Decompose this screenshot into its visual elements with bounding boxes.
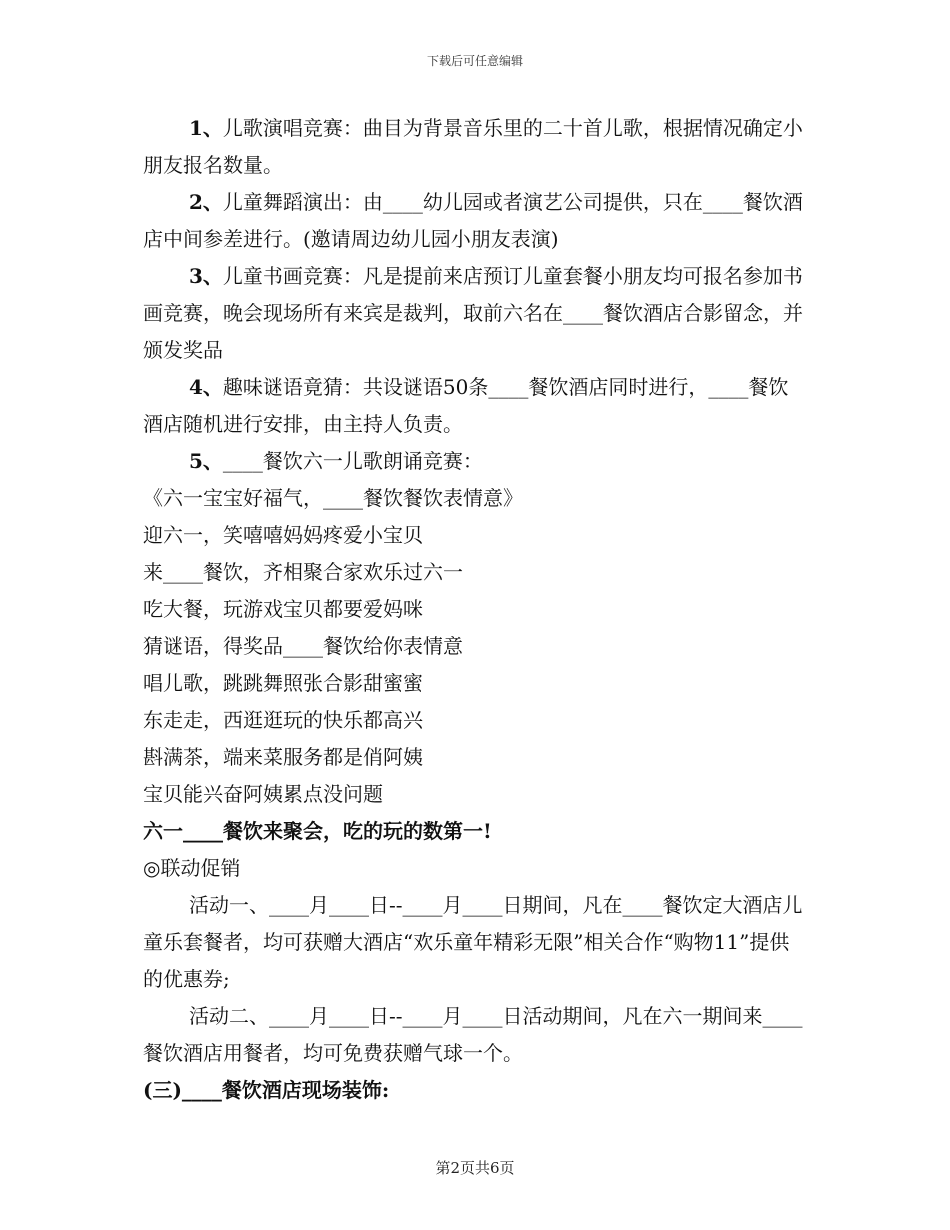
poem-line: 来____餐饮，齐相聚合家欢乐过六一 <box>143 560 463 584</box>
poem-title: 《六一宝宝好福气，____餐饮餐饮表情意》 <box>143 486 523 510</box>
list-item <box>143 369 807 443</box>
item-number: 4、 <box>189 375 223 399</box>
poem-line: 迎六一，笑嘻嘻妈妈疼爱小宝贝 <box>143 523 423 547</box>
promo-activity: 活动二、____月____日--____月____日活动期间，凡在六一期间来____餐饮酒店用餐者，均可免费获赠气球一个。 <box>143 1004 803 1065</box>
list-item <box>143 258 807 369</box>
poem-line: 宝贝能兴奋阿姨累点没问题 <box>143 782 383 806</box>
promo-activity: 活动一、____月____日--____月____日期间，凡在____餐饮定大酒店儿童乐套餐者，均可获赠大酒店“欢乐童年精彩无限”相关合作“购物11”提供的优惠券; <box>143 893 803 991</box>
section-heading: (三)____餐饮酒店现场装饰: <box>143 1078 390 1102</box>
page-header-note: 下载后可任意编辑 <box>426 54 523 68</box>
list-item <box>143 184 807 258</box>
poem-closing: 六一____餐饮来聚会，吃的玩的数第一! <box>143 819 492 843</box>
item-number: 1、 <box>189 116 223 140</box>
item-text: 儿童书画竞赛：凡是提前来店预订儿童套餐小朋友均可报名参加书画竞赛，晚会现场所有来宾是裁判，取前六名在____餐饮酒店合影留念，并颁发奖品 <box>143 264 803 362</box>
poem-line: 猜谜语，得奖品____餐饮给你表情意 <box>143 634 463 658</box>
list-item <box>143 443 807 480</box>
item-number: 2、 <box>189 190 223 214</box>
poem-line: 东走走，西逛逛玩的快乐都高兴 <box>143 708 423 732</box>
item-number: 3、 <box>189 264 223 288</box>
item-text: 趣味谜语竟猜：共设谜语50条____餐饮酒店同时进行，____餐饮酒店随机进行安排，由主持人负责。 <box>143 375 789 436</box>
item-number: 5、 <box>189 449 223 473</box>
document-body <box>143 110 807 1109</box>
page-footer-number: 第2页共6页 <box>435 1159 515 1177</box>
poem-line: 唱儿歌，跳跳舞照张合影甜蜜蜜 <box>143 671 423 695</box>
list-item <box>143 110 807 184</box>
poem-line: 斟满茶，端来菜服务都是俏阿姨 <box>143 745 423 769</box>
poem-line: 吃大餐，玩游戏宝贝都要爱妈咪 <box>143 597 423 621</box>
item-text: 儿童舞蹈演出：由____幼儿园或者演艺公司提供，只在____餐饮酒店中间参差进行。(邀请周边幼儿园小朋友表演) <box>143 190 803 251</box>
item-text: ____餐饮六一儿歌朗诵竞赛： <box>222 449 483 473</box>
promo-heading: ◎联动促销 <box>143 856 241 880</box>
item-text: 儿歌演唱竞赛：曲目为背景音乐里的二十首儿歌，根据情况确定小朋友报名数量。 <box>143 116 803 177</box>
